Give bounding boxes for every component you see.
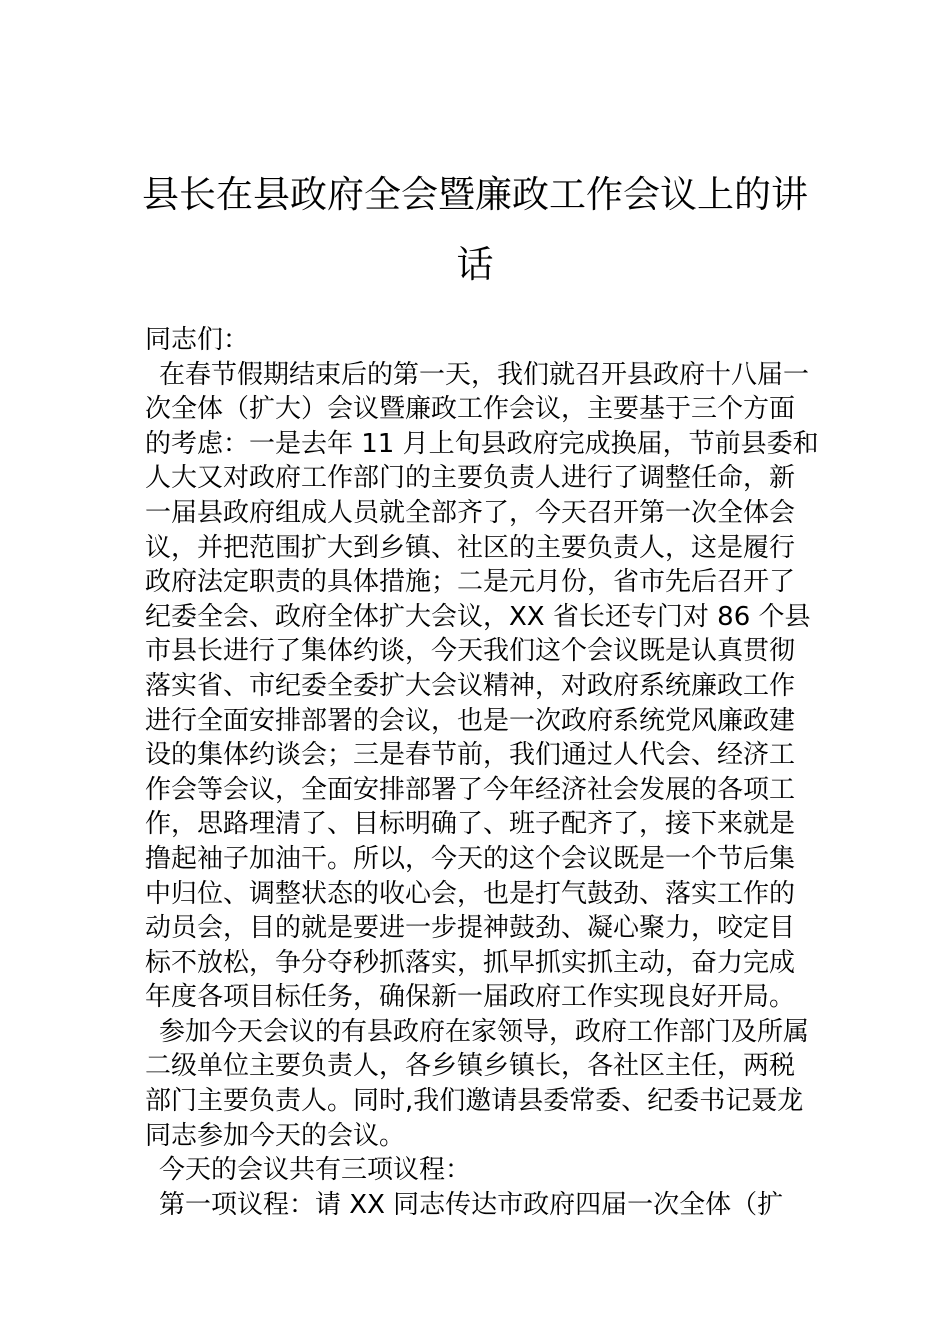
document-title: [140, 160, 810, 300]
text-line: 二级单位主要负责人，各乡镇乡镇长，各社区主任，两税: [145, 1051, 796, 1082]
text-line: 中归位、调整状态的收心会，也是打气鼓劲、落实工作的: [145, 878, 796, 909]
text-line: 一届县政府组成人员就全部齐了，今天召开第一次全体会: [145, 497, 796, 528]
text-line: 纪委全会、政府全体扩大会议，XX 省长还专门对 86 个县: [145, 601, 811, 632]
text-line: 在春节假期结束后的第一天，我们就召开县政府十八届一: [159, 359, 810, 390]
title-line-1: 县长在县政府全会暨廉政工作会议上的讲: [142, 173, 808, 216]
text-line: 设的集体约谈会；三是春节前，我们通过人代会、经济工: [145, 740, 796, 771]
text-line: 作，思路理清了、目标明确了、班子配齐了，接下来就是: [145, 809, 796, 840]
text-line: 参加今天会议的有县政府在家领导，政府工作部门及所属: [159, 1016, 810, 1047]
paragraph-1: [145, 358, 820, 1015]
text-line: 今天的会议共有三项议程：: [159, 1155, 472, 1186]
text-line: 动员会，目的就是要进一步提神鼓劲、凝心聚力，咬定目: [145, 913, 796, 944]
paragraph-3: [145, 1153, 820, 1188]
text-line: 作会等会议，全面安排部署了今年经济社会发展的各项工: [145, 774, 796, 805]
text-line: 议，并把范围扩大到乡镇、社区的主要负责人，这是履行: [145, 532, 796, 563]
text-line: 部门主要负责人。同时,我们邀请县委常委、纪委书记聂龙: [145, 1086, 804, 1117]
text-line: 年度各项目标任务，确保新一届政府工作实现良好开局。: [145, 982, 796, 1013]
paragraph-2: [145, 1015, 820, 1153]
paragraph-4: [145, 1188, 820, 1223]
text-line: 撸起袖子加油干。所以，今天的这个会议既是一个节后集: [145, 843, 796, 874]
text-line: 落实省、市纪委全委扩大会议精神，对政府系统廉政工作: [145, 670, 796, 701]
text-line: 政府法定职责的具体措施；二是元月份，省市先后召开了: [145, 567, 796, 598]
text-line: 的考虑：一是去年 11 月上旬县政府完成换届，节前县委和: [145, 428, 819, 459]
salutation: 同志们：: [145, 325, 250, 355]
text-line: 第一项议程：请 XX 同志传达市政府四届一次全体（扩: [159, 1189, 784, 1220]
text-line: 同志参加今天的会议。: [145, 1120, 406, 1151]
document-body: [145, 323, 820, 1222]
text-line: 进行全面安排部署的会议，也是一次政府系统党风廉政建: [145, 705, 796, 736]
text-line: 人大又对政府工作部门的主要负责人进行了调整任命，新: [145, 463, 796, 494]
text-line: 标不放松，争分夺秒抓落实，抓早抓实抓主动，奋力完成: [145, 947, 796, 978]
title-line-2: 话: [456, 243, 494, 286]
text-line: 市县长进行了集体约谈，今天我们这个会议既是认真贯彻: [145, 636, 796, 667]
text-line: 次全体（扩大）会议暨廉政工作会议，主要基于三个方面: [145, 394, 796, 425]
